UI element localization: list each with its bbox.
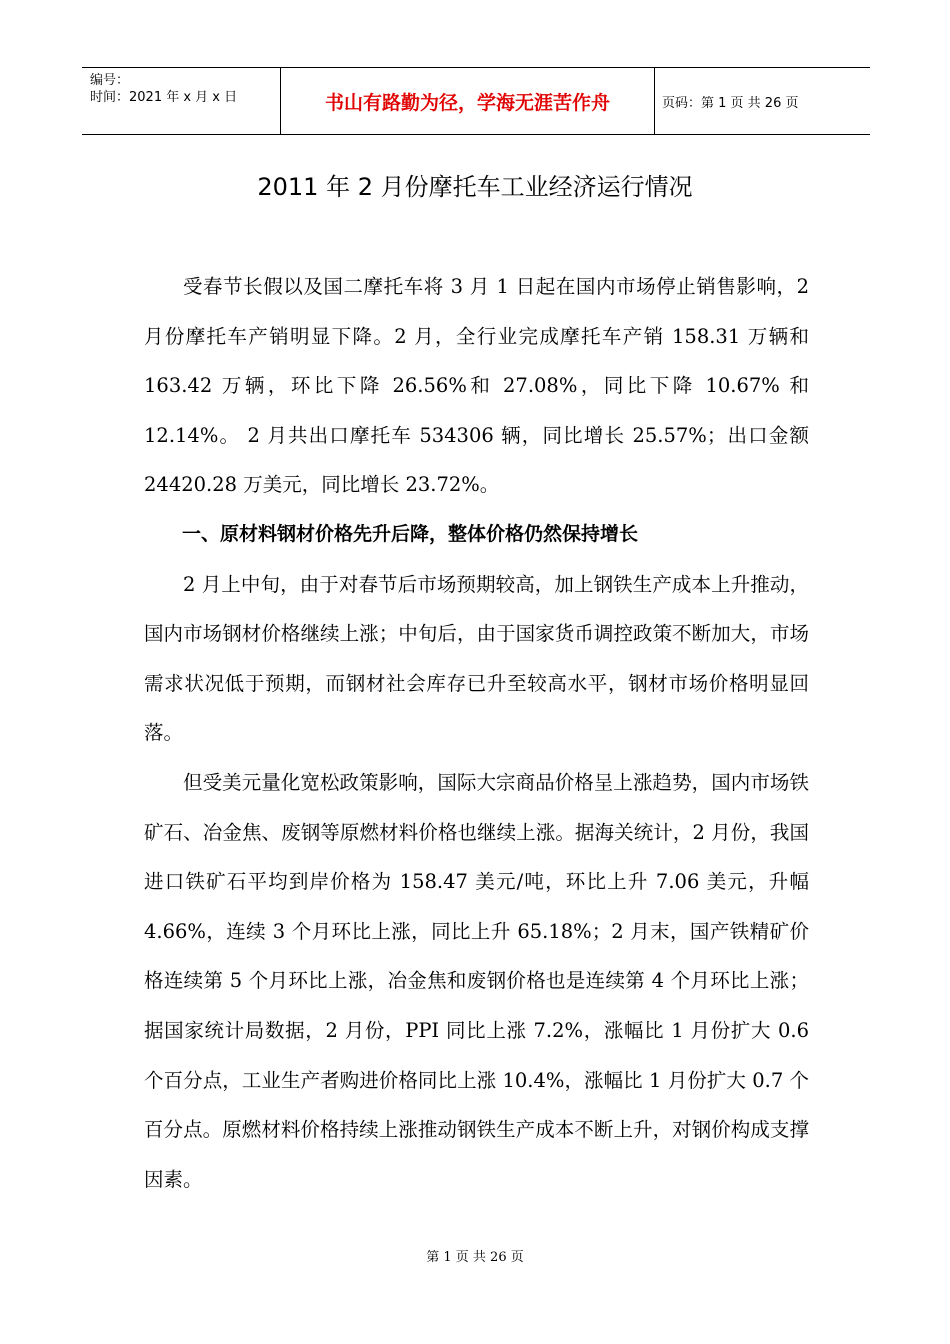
date-line: 时间：2021 年 x 月 x 日 [90, 90, 238, 105]
page-info: 页码：第 1 页 共 26 页 [662, 95, 799, 111]
document-body [144, 262, 809, 1204]
motto: 书山有路勤为径，学海无涯苦作舟 [281, 68, 655, 134]
header-table [82, 67, 870, 135]
section-heading: 一、原材料钢材价格先升后降，整体价格仍然保持增长 [182, 522, 639, 545]
paragraph-intro: 受春节长假以及国二摩托车将 3 月 1 日起在国内市场停止销售影响，2 月份摩托车产销明显下降。2 月，全行业完成摩托车产销 158.31 万辆和 163.42 万辆，环比下降 26.56%和 27.08%，同比下降 10.67% 和 12.14%。 2 月共出口摩托车 534306 辆，同比增长 25.57%；出口金额 24420.28 万美元，同比增长 23.72%。 [144, 275, 809, 497]
code-label: 编号： [90, 73, 130, 88]
paragraph-raw-materials: 但受美元量化宽松政策影响，国际大宗商品价格呈上涨趋势，国内市场铁矿石、冶金焦、废钢等原燃材料价格也继续上涨。据海关统计，2 月份，我国进口铁矿石平均到岸价格为 158.47 美元/吨，环比上升 7.06 美元，升幅 4.66%，连续 3 个月环比上涨，同比上升 65.18%；2 月末，国产铁精矿价格连续第 5 个月环比上涨，冶金焦和废钢价格也是连续第 4 个月环比上涨；据国家统计局数据，2 月份，PPI 同比上涨 7.2%，涨幅比 1 月份扩大 0.6 个百分点，工业生产者购进价格同比上涨 10.4%，涨幅比 1 月份扩大 0.7 个百分点。原燃材料价格持续上涨推动钢铁生产成本不断上升，对钢价构成支撑因素。 [144, 770, 809, 1191]
document-title: 2011 年 2 月份摩托车工业经济运行情况 [257, 173, 693, 201]
page-footer: 第 1 页 共 26 页 [426, 1250, 524, 1265]
paragraph-steel-price: 2 月上中旬，由于对春节后市场预期较高，加上钢铁生产成本上升推动，国内市场钢材价格继续上涨；中旬后，由于国家货币调控政策不断加大，市场需求状况低于预期，而钢材社会库存已升至较高水平，钢材市场价格明显回落。 [144, 572, 809, 745]
header-left-cell [82, 68, 281, 134]
